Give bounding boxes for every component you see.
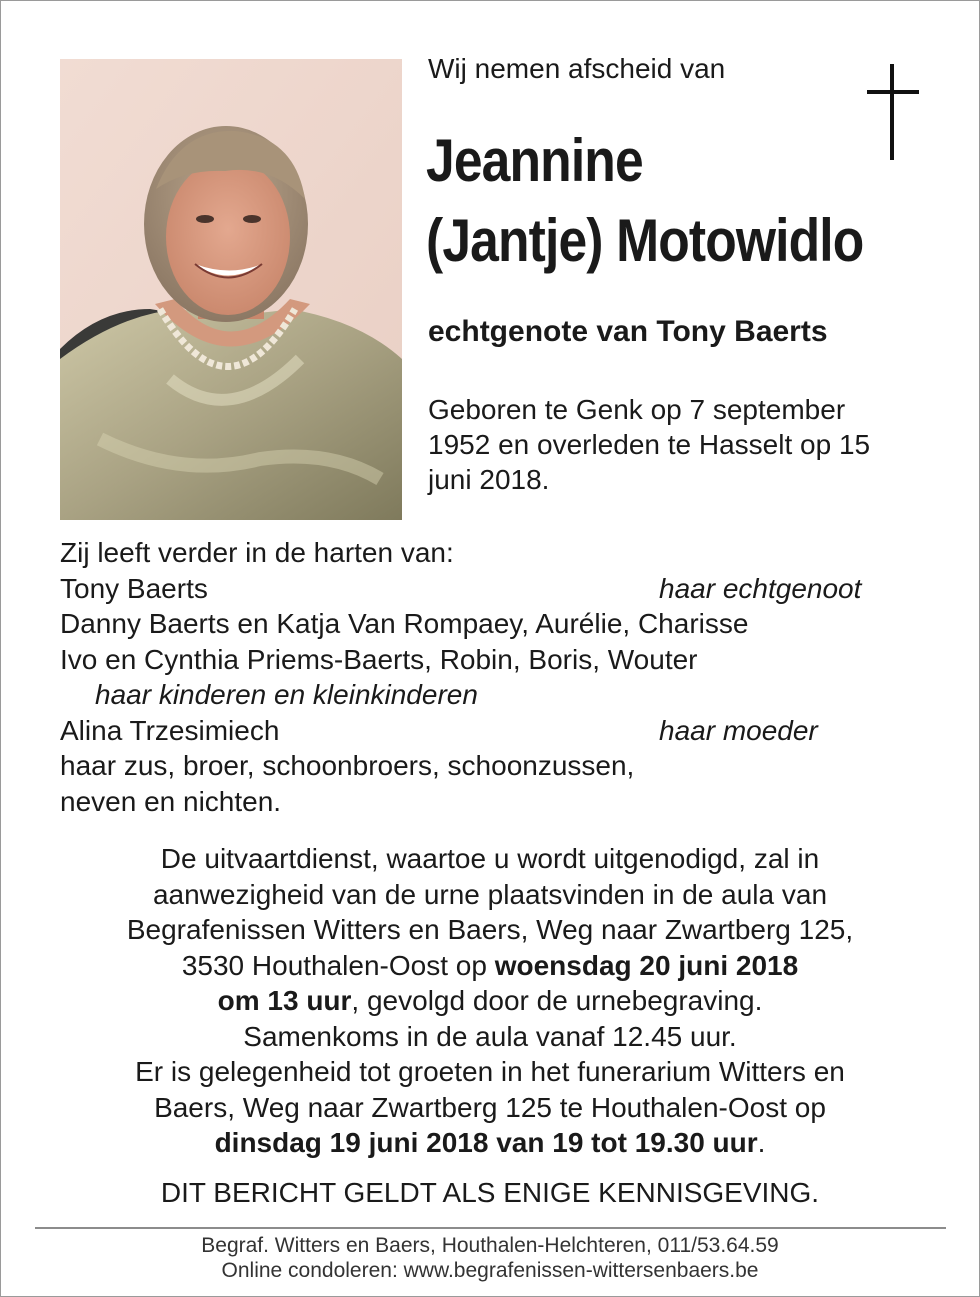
service-date: woensdag 20 juni 2018 bbox=[494, 949, 799, 981]
family-row bbox=[60, 571, 920, 607]
family-name: Tony Baerts bbox=[60, 572, 208, 604]
birth-death-text: Geboren te Genk op 7 september 1952 en overleden te Hasselt op 15 juni 2018. bbox=[428, 394, 871, 495]
family-relation: haar moeder bbox=[659, 714, 818, 746]
family-relation: haar echtgenoot bbox=[659, 572, 862, 604]
service-line: De uitvaartdienst, waartoe u wordt uitgenodigd, zal in bbox=[160, 843, 820, 874]
service-line: Baers, Weg naar Zwartberg 125 te Houthalen-Oost op bbox=[154, 1091, 826, 1123]
service-line: Samenkoms in de aula vanaf 12.45 uur. bbox=[243, 1020, 737, 1052]
service-line: Er is gelegenheid tot groeten in het funerarium Witters en bbox=[135, 1056, 845, 1087]
spouse-line: echtgenote van Tony Baerts bbox=[428, 315, 828, 348]
service-line bbox=[60, 983, 920, 1019]
service-line: aanwezigheid van de urne plaatsvinden in de aula van bbox=[152, 878, 828, 910]
service-text: . bbox=[757, 1127, 766, 1158]
family-row: Danny Baerts en Katja Van Rompaey, Aurélie, Charisse bbox=[60, 608, 749, 639]
family-list bbox=[60, 535, 920, 819]
cross-icon bbox=[863, 64, 923, 160]
family-row: neven en nichten. bbox=[60, 785, 282, 817]
service-text: , gevolgd door de urnebegraving. bbox=[351, 985, 763, 1016]
notice-text: DIT BERICHT GELDT ALS ENIGE KENNISGEVING. bbox=[160, 1177, 820, 1208]
service-time: om 13 uur bbox=[217, 985, 352, 1016]
footer bbox=[60, 1233, 920, 1283]
portrait-photo bbox=[60, 59, 402, 520]
visitation-date: dinsdag 19 juni 2018 van 19 tot 19.30 uur bbox=[214, 1127, 758, 1158]
footer-website: Online condoleren: www.begrafenissen-wittersenbaers.be bbox=[221, 1259, 759, 1282]
family-name: Alina Trzesimiech bbox=[60, 714, 280, 746]
service-line bbox=[60, 948, 920, 984]
footer-contact: Begraf. Witters en Baers, Houthalen-Helchteren, 011/53.64.59 bbox=[201, 1234, 779, 1257]
family-relation: haar kinderen en kleinkinderen bbox=[95, 679, 478, 710]
family-intro: Zij leeft verder in de harten van: bbox=[60, 537, 454, 568]
family-row: Ivo en Cynthia Priems-Baerts, Robin, Boris, Wouter bbox=[60, 643, 698, 675]
family-row bbox=[60, 713, 920, 749]
name-line-2: (Jantje) Motowidlo bbox=[426, 207, 864, 274]
funeral-service-info bbox=[60, 841, 920, 1161]
deceased-name bbox=[426, 121, 863, 281]
family-row: haar zus, broer, schoonbroers, schoonzussen, bbox=[60, 750, 635, 781]
service-text: 3530 Houthalen-Oost op bbox=[181, 949, 495, 981]
service-line bbox=[60, 1125, 920, 1161]
divider bbox=[35, 1227, 946, 1229]
service-line: Begrafenissen Witters en Baers, Weg naar Zwartberg 125, bbox=[126, 914, 854, 945]
name-line-1: Jeannine bbox=[426, 127, 643, 194]
intro-text: Wij nemen afscheid van bbox=[428, 53, 726, 84]
